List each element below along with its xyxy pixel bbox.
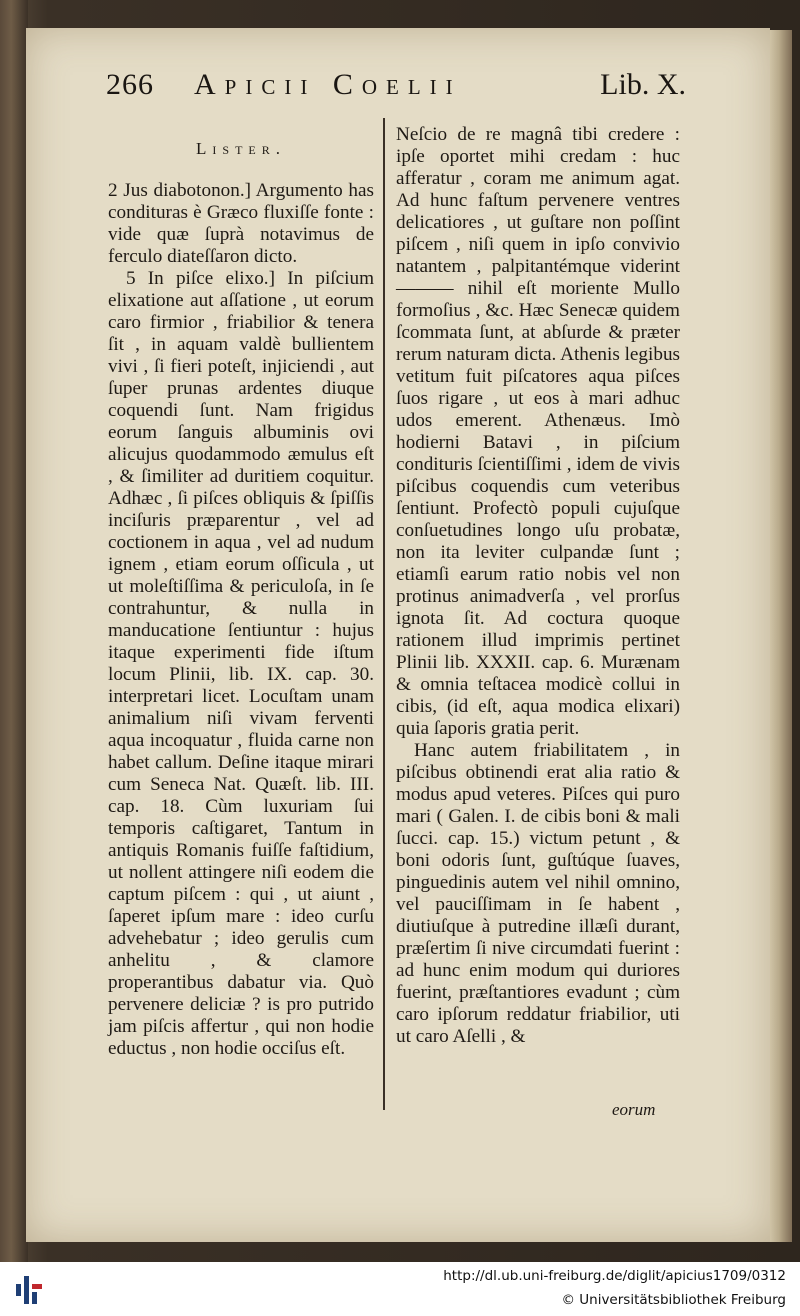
note-paragraph: Neſcio de re magnâ tibi credere : ipſe oportet mihi credam : huc afferatur , coram me animum agat. Ad hunc faſtum pervenere ventres delicatiores , ut guſtare non poſſint piſcem , niſi quem in ipſo convivio natantem , palpitantémque viderint ——— nihil eſt moriente Mullo formoſius , &c. Hæc Senecæ quidem ſcommata ſunt, at abſurde & præter rerum naturam dicta. Athenis legibus vetitum fuit piſcatores aqua piſces ſuos rigare , ut eos à mari adhuc udos emerent. Athenæus. Imò hodierni Batavi , in piſcium condituris ſcientiſſimi , idem de vivis piſcibus coquendis cum veteribus ſentiunt. Profectò populi cujuſque conſuetudines longo uſu probatæ, non ita leviter culpandæ ſunt ; etiamſi earum ratio nobis vel non protinus animadverſa , vel prorſus ignota ſit. Ad coctura quoque rationem illud imprimis pertinet Plinii lib. XXXII. cap. 6. Murænam & omnia teſtacea modicè collui in cibis, (id eſt, aqua modica elixari) quia ſaporis gratia perit.: [396, 124, 681, 739]
running-title: Apicii Coelii: [194, 68, 462, 101]
viewer-footer: [0, 1262, 800, 1316]
book-binding: [0, 0, 28, 1262]
library-logo-icon: [16, 1272, 48, 1308]
right-column: [396, 124, 680, 1048]
page-edge: [770, 30, 792, 1242]
catchword: eorum: [612, 1100, 656, 1119]
page-number: 266: [106, 68, 154, 101]
left-column: [108, 124, 374, 1060]
copyright-notice: © Universitätsbibliothek Freiburg: [561, 1292, 786, 1308]
note-paragraph: Hanc autem friabilitatem , in piſcibus obtinendi erat alia ratio & modus apud veteres. Piſces qui puro mari ( Galen. I. de cibis boni & mali ſucci. cap. 15.) victum petunt , & boni odoris ſunt, guſtúque ſuaves, pinguedinis autem vel nihil omnino, vel pauciſſimam in ſe habent , diutiuſque à putredine illæſi durant, præſertim ſi nive circumdati fuerint : ad hunc enim modum qui duriores fuerint, præſtantiores evadunt ; cùm caro ipſorum reddatur friabilior, uti ut caro Aſelli , &: [396, 740, 680, 1047]
page-header: [106, 68, 686, 112]
note-paragraph: 2 Jus diabotonon.] Argumento has condituras è Græco fluxiſſe fonte : vide quæ ſuprà notavimus de ferculo diateſſaron dicto.: [108, 180, 374, 267]
note-paragraph: 5 In piſce elixo.] In piſcium elixatione aut aſſatione , ut eorum caro firmior , friabilior & tenera ſit , in aquam valdè bullientem vivi , ſi fieri poteſt, injiciendi , aut ſuper prunas ardentes diuque coquendi ſunt. Nam frigidus eorum ſanguis albuminis ovi alicujus quodammodo æmulus eſt , & ſimiliter ad duritiem coquitur. Adhæc , ſi piſces obliquis & ſpiſſis inciſuris præparentur , vel ad coctionem in aqua , vel ad nudum ignem , etiam eorum oſſicula , ut ut moleſtiſſima & periculoſa, in ſe contrahuntur, & nulla in manducatione ſentiuntur : hujus itaque experimenti fide iſtum locum Plinii, lib. IX. cap. 30. interpretari licet. Locuſtam unam animalium niſi vivam ferventi aqua incoquatur , fluida carne non habet callum. Deſine itaque mirari cum Seneca Nat. Quæſt. lib. III. cap. 18. Cùm luxuriam ſui temporis caſtigaret, Tantum in antiquis Romanis fuiſſe faſtidium, ut nollent attingere niſi eodem die captum piſcem : qui , ut aiunt , ſaperet ipſum mare : ideo curſu advehebatur ; ideo gerulis cum anhelitu , & clamore properantibus dabatur via. Quò pervenere deliciæ ? is pro putrido jam piſcis affertur , qui non hodie eductus , non hodie occiſus eſt.: [108, 268, 374, 1059]
permalink-url[interactable]: http://dl.ub.uni-freiburg.de/diglit/apicius1709/0312: [443, 1268, 786, 1284]
column-divider: [383, 118, 385, 1110]
section-title: Lister.: [196, 139, 286, 158]
book-number: Lib. X.: [600, 68, 686, 101]
